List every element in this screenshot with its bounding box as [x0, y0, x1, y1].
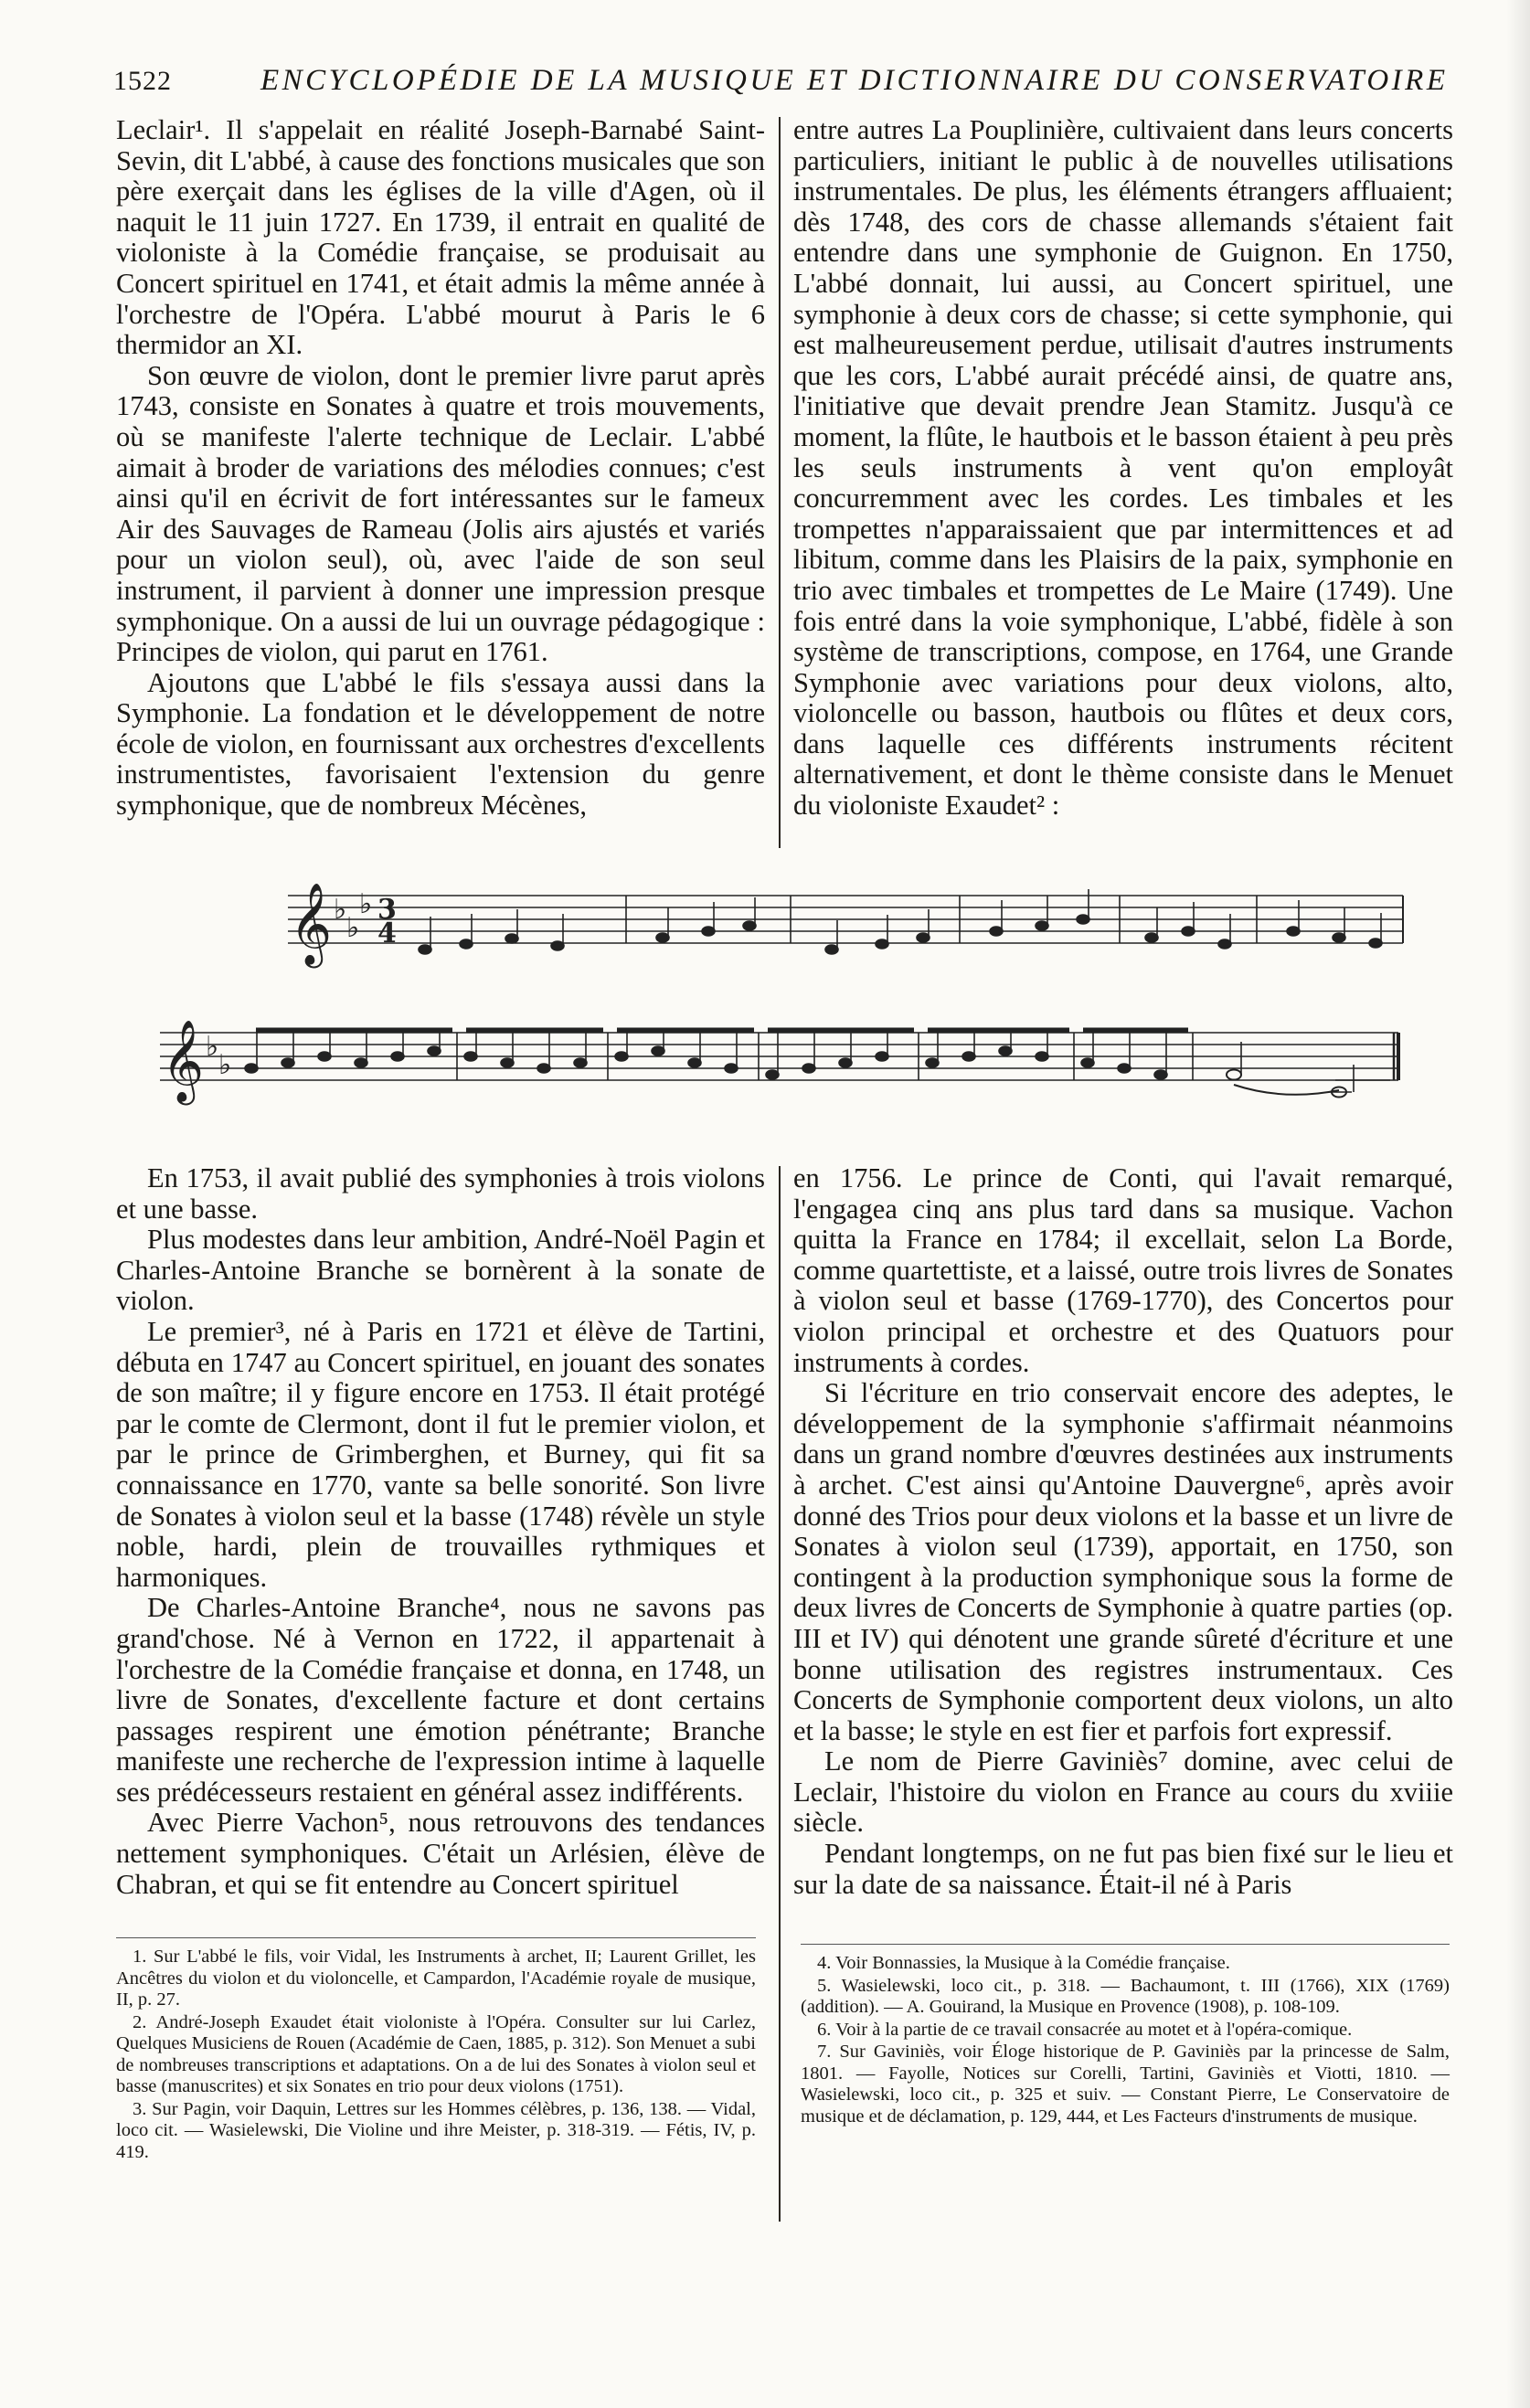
svg-text:♭: ♭	[359, 888, 373, 920]
staff-line-1	[288, 896, 1403, 943]
svg-text:𝄞: 𝄞	[290, 883, 333, 965]
paragraph: en 1756. Le prince de Conti, qui l'avait remarqué, l'engagea cinq ans plus tard dans sa musique. Vachon quitta la France en 1784; il excellait, selon La Borde, comme quartettiste, et a laissé, outre trois livres de Sonates à violon seul et basse (1769-1770), des Concertos pour violon principal et orchestre et des Quatuors pour instruments à cordes.	[793, 1162, 1453, 1378]
paragraph: Le nom de Pierre Gaviniès⁷ domine, avec celui de Leclair, l'histoire du violon en France au cours du xviiie siècle.	[793, 1745, 1453, 1839]
footnotes-right	[801, 1953, 1450, 2128]
left-column-top	[116, 115, 765, 822]
paragraph: Ajoutons que L'abbé le fils s'essaya aussi dans la Symphonie. La fondation et le développement de notre école de violon, en fournissant aux orchestres d'excellents instrumentistes, favorisaient l'extension du genre symphonique, que de nombreux Mécènes,	[116, 666, 765, 822]
column-divider-top	[779, 117, 781, 848]
paragraph: Pendant longtemps, on ne fut pas bien fixé sur le lieu et sur la date de sa naissance. Était-il né à Paris	[793, 1838, 1453, 1900]
footnote: 1. Sur L'abbé le fils, voir Vidal, les Instruments à archet, II; Laurent Grillet, les Ancêtres du violon et du violoncelle, et Campardon, l'Académie royale de musique, II, p. 27.	[116, 1947, 756, 2010]
time-sig-top: 3	[377, 894, 397, 926]
page-number: 1522	[113, 66, 172, 96]
treble-clef-icon	[290, 883, 332, 969]
page-edge-shadow	[1506, 0, 1530, 2408]
running-head: ENCYCLOPÉDIE DE LA MUSIQUE ET DICTIONNAIRE DU CONSERVATOIRE	[260, 64, 1449, 97]
svg-text:♭: ♭	[346, 912, 360, 944]
paragraph: Plus modestes dans leur ambition, André-Noël Pagin et Charles-Antoine Branche se bornèrent à la sonate de violon.	[116, 1224, 765, 1317]
music-example-menuet	[151, 873, 1440, 1147]
paragraph: entre autres La Pouplinière, cultivaient dans leurs concerts particuliers, initiant le public à de nouvelles utilisations instrumentales. De plus, les éléments étrangers affluaient; dès 1748, des cors de chasse allemands s'étaient fait entendre dans une symphonie de Guignon. En 1750, L'abbé donnait, lui aussi, au Concert spirituel, une symphonie à deux cors de chasse; si cette symphonie, qui est malheureusement perdue, utilisait d'autres instruments que les cors, L'abbé aurait précédé ainsi, de quatre ans, l'initiative que devait prendre Jean Stamitz. Jusqu'à ce moment, la flûte, le hautbois et le basson étaient à peu près les seuls instruments à vent qu'on employât concurremment avec les cordes. Les timbales et les trompettes n'apparaissaient que par intermittences et ad libitum, comme dans les Plaisirs de la paix, symphonie en trio avec timbales et trompettes de Le Maire (1749). Une fois entré dans la voie symphonique, L'abbé, fidèle à son système de transcriptions, compose, en 1764, une Grande Symphonie avec variations pour deux violons, alto, violoncelle ou basson, hautbois ou flûtes et deux cors, dans laquelle ces différents instruments récitent alternativement, et dont le thème consiste dans le Menuet du violoniste Exaudet² :	[793, 114, 1453, 822]
footnote: 7. Sur Gaviniès, voir Éloge historique de P. Gaviniès par la princesse de Salm, 1801. — Fayolle, Notices sur Corelli, Tartini, Gaviniès et Viotti, 1810. — Wasielewski, loco cit., p. 325 et suiv. — Constant Pierre, Le Conservatoire de musique et de déclamation, p. 129, 444, et Les Facteurs d'instruments de musique.	[801, 2042, 1450, 2127]
footnote-rule-right	[801, 1944, 1450, 1945]
time-sig-bottom: 4	[377, 918, 397, 949]
paragraph: Le premier³, né à Paris en 1721 et élève de Tartini, débuta en 1747 au Concert spirituel, en jouant des sonates de son maître; il y figure encore en 1753. Il était protégé par le comte de Clermont, dont il fut le premier violon, et par le prince de Grimberghen, et Burney, qui fit sa connaissance en 1770, vante sa belle sonorité. Son livre de Sonates à violon seul et la basse (1748) révèle un style noble, hardi, plein de trouvailles rythmiques et harmoniques.	[116, 1315, 765, 1593]
svg-text:♭: ♭	[218, 1049, 232, 1081]
svg-text:𝄞: 𝄞	[162, 1020, 205, 1102]
notes-staff-1	[419, 889, 1382, 954]
paragraph: Leclair¹. Il s'appelait en réalité Joseph-Barnabé Saint-Sevin, dit L'abbé, à cause des fonctions musicales que son père exerçait dans les églises de la ville d'Agen, où il naquit le 11 juin 1727. En 1739, il entrait en qualité de violoniste à la Comédie française, se produisait au Concert spirituel en 1741, et était admis la même année à l'orchestre de l'Opéra. L'abbé mourut à Paris le 6 thermidor an XI.	[116, 114, 765, 361]
footnote: 5. Wasielewski, loco cit., p. 318. — Bachaumont, t. III (1766), XIX (1769) (addition). — A. Gouirand, la Musique en Provence (1908), p. 108-109.	[801, 1975, 1450, 2017]
staff-line-2	[160, 1033, 1398, 1080]
paragraph: Avec Pierre Vachon⁵, nous retrouvons des tendances nettement symphoniques. C'était un Arlésien, élève de Chabran, et qui se fit entendre au Concert spirituel	[116, 1807, 765, 1900]
footnote: 4. Voir Bonnassies, la Musique à la Comédie française.	[817, 1953, 1230, 1973]
svg-text:♭: ♭	[206, 1031, 219, 1063]
column-divider-bottom	[779, 1166, 781, 2222]
paragraph: Son œuvre de violon, dont le premier livre parut après 1743, consiste en Sonates à quatre et trois mouvements, où se manifeste l'alerte technique de Leclair. L'abbé aimait à broder de variations des mélodies connues; c'est ainsi qu'il en écrivit de fort intéressantes sur le fameux Air des Sauvages de Rameau (Jolis airs ajustés et variés pour un violon seul), où, avec l'aide de son seul instrument, il parvient à donner une impression presque symphonique. On a aussi de lui un ouvrage pédagogique : Principes de violon, qui parut en 1761.	[116, 359, 765, 668]
svg-text:♭: ♭	[334, 894, 347, 926]
key-signature-flats	[206, 1031, 231, 1081]
footnote: 6. Voir à la partie de ce travail consacrée au motet et à l'opéra-comique.	[817, 2019, 1353, 2040]
beamed-notes-staff-2	[245, 1030, 1390, 1098]
footnotes-left	[116, 1947, 756, 2164]
key-signature-flats	[334, 888, 372, 944]
right-column-bottom	[793, 1163, 1453, 1900]
treble-clef-icon	[162, 1020, 204, 1106]
footnote-rule-left	[116, 1937, 756, 1938]
paragraph: De Charles-Antoine Branche⁴, nous ne savons pas grand'chose. Né à Vernon en 1722, il appartenait à l'orchestre de la Comédie française et donna, en 1748, un livre de Sonates, d'excellente facture et dont certains passages respirent une émotion pénétrante; Branche manifeste une recherche de l'expression intime à laquelle ses prédécesseurs restaient en général assez indifférents.	[116, 1592, 765, 1808]
left-column-bottom	[116, 1163, 765, 1900]
footnote: 3. Sur Pagin, voir Daquin, Lettres sur les Hommes célèbres, p. 136, 138. — Vidal, loco cit. — Wasielewski, Die Violine und ihre Meister, p. 318-319. — Fétis, IV, p. 419.	[116, 2098, 756, 2162]
footnote: 2. André-Joseph Exaudet était violoniste à l'Opéra. Consulter sur lui Carlez, Quelques Musiciens de Rouen (Académie de Caen, 1885, p. 312). Son Menuet a subi de nombreuses transcriptions et adaptations. On a de lui des Sonates à violon seul et basse (manuscrites) et six Sonates en trio pour deux violons (1751).	[116, 2011, 756, 2096]
time-signature	[377, 894, 397, 949]
paragraph: Si l'écriture en trio conservait encore des adeptes, le développement de la symphonie s'affirmait néanmoins dans un grand nombre d'œuvres destinées aux instruments à archet. C'est ainsi qu'Antoine Dauvergne⁶, après avoir donné des Trios pour deux violons et la basse et un livre de Sonates à violon seul (1739), apportait, en 1750, son contingent à la production symphonique sous la forme de deux livres de Concerts de Symphonie à quatre parties (op. III et IV) qui dénotent une grande sûreté d'écriture et une bonne utilisation des registres instrumentaux. Ces Concerts de Symphonie comportent deux violons, un alto et la basse; le style en est fier et parfois fort expressif.	[793, 1377, 1453, 1746]
right-column-top	[793, 115, 1453, 822]
paragraph: En 1753, il avait publié des symphonies à trois violons et une basse.	[116, 1162, 765, 1225]
